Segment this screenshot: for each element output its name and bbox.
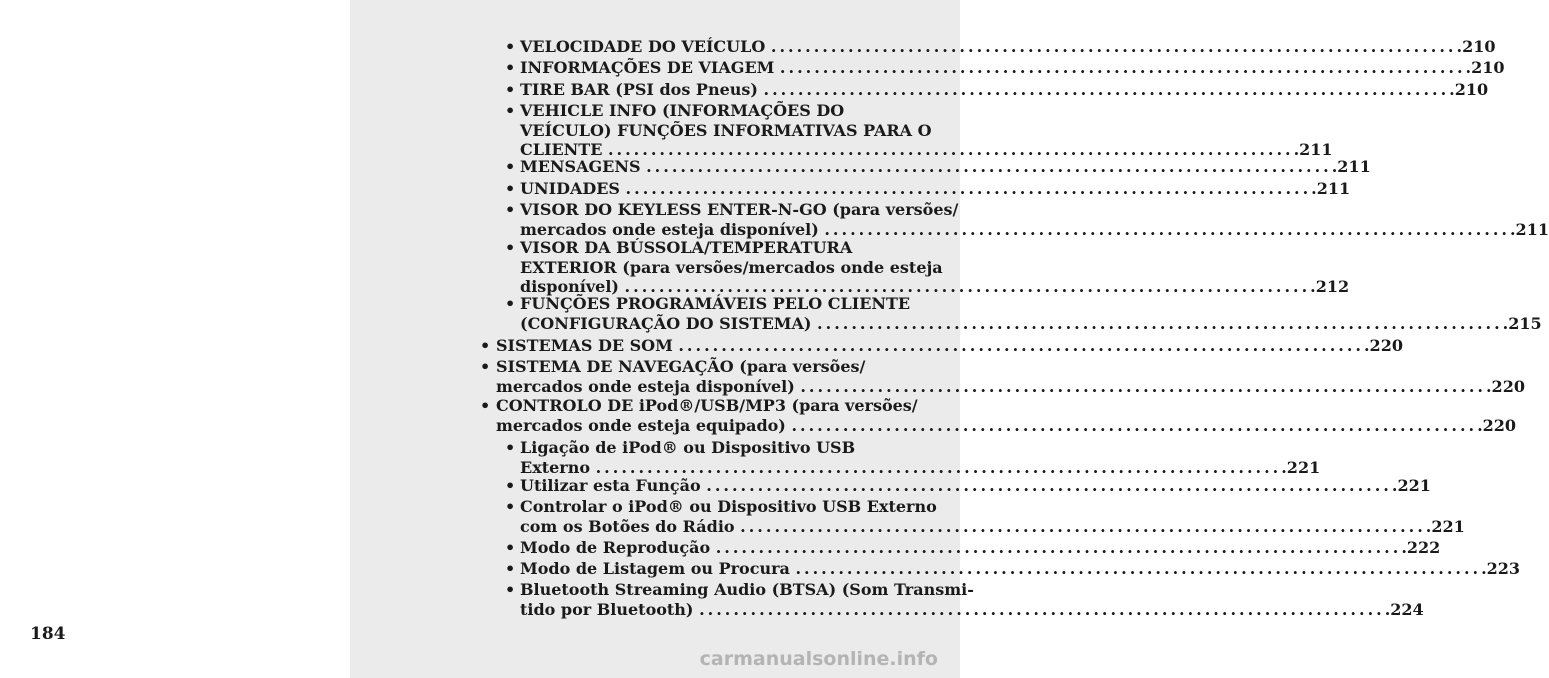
dot-leader: ................................................................................ — [770, 37, 1457, 56]
dot-leader: ................................................................................ — [779, 58, 1466, 77]
toc-entry-text: VELOCIDADE DO VEÍCULO — [520, 37, 771, 56]
toc-entry-text: SISTEMAS DE SOM — [496, 336, 679, 355]
toc-page-ref: .221 — [1391, 476, 1431, 495]
toc-entry-text: TIRE BAR (PSI dos Pneus) — [520, 80, 764, 99]
toc-page-ref: .222 — [1401, 538, 1441, 557]
toc-page-ref: .221 — [1281, 457, 1321, 477]
toc-page-ref: .210 — [1465, 58, 1505, 77]
bullet-icon: • — [505, 58, 516, 77]
toc-entry-text: INFORMAÇÕES DE VIAGEM — [520, 58, 780, 77]
toc-page-ref: .212 — [1310, 277, 1350, 296]
toc-page-ref: .211 — [1293, 140, 1333, 159]
toc-entry-text: SISTEMA DE NAVEGAÇÃO (para versões/ — [496, 357, 866, 376]
bullet-icon: • — [505, 101, 516, 120]
bullet-icon: • — [505, 200, 516, 219]
bullet-icon: • — [480, 357, 491, 376]
toc-entry-text: MENSAGENS — [520, 157, 647, 176]
toc-page-ref: .211 — [1509, 219, 1549, 239]
bullet-icon: • — [505, 497, 516, 516]
dot-leader: ................................................................................ — [800, 376, 1486, 396]
toc-entry-text: Bluetooth Streaming Audio (BTSA) (Som Transmi- — [520, 580, 974, 599]
bullet-icon: • — [480, 336, 491, 355]
toc-page-ref: .210 — [1456, 37, 1496, 56]
watermark: carmanualsonline.info — [699, 648, 938, 670]
toc-entry-text: (CONFIGURAÇÃO DO SISTEMA) — [520, 313, 818, 333]
dot-leader: ................................................................................ — [607, 140, 1294, 159]
toc-entry-text: tido por Bluetooth) — [520, 599, 700, 619]
dot-leader: ................................................................................ — [715, 538, 1402, 557]
dot-leader: ................................................................................ — [824, 219, 1510, 239]
toc-entry-text: CONTROLO DE iPod®/USB/MP3 (para versões/ — [496, 396, 918, 415]
dot-leader: ................................................................................ — [763, 80, 1450, 99]
toc-entry-text: Utilizar esta Função — [520, 476, 707, 495]
dot-leader: ................................................................................ — [624, 277, 1311, 296]
bullet-icon: • — [505, 80, 516, 99]
dot-leader: ................................................................................ — [646, 157, 1332, 176]
toc-page-ref: .211 — [1331, 157, 1371, 176]
toc-entry-text: VEHICLE INFO (INFORMAÇÕES DO — [520, 101, 845, 120]
toc-entry-text: mercados onde esteja disponível) — [520, 219, 825, 239]
dot-leader: ................................................................................ — [595, 457, 1282, 477]
toc-entry-text: EXTERIOR (para versões/mercados onde esteja — [520, 257, 943, 277]
bullet-icon: • — [505, 37, 516, 56]
toc-entry-text: Modo de Listagem ou Procura — [520, 559, 796, 578]
toc-entry-text: UNIDADES — [520, 179, 626, 198]
bullet-icon: • — [480, 396, 491, 415]
toc-entry-text: Controlar o iPod® ou Dispositivo USB Externo — [520, 497, 937, 516]
toc-page-ref: .220 — [1485, 376, 1525, 396]
toc-entry-text: mercados onde esteja disponível) — [496, 376, 801, 396]
toc-entry-text: mercados onde esteja equipado) — [496, 415, 792, 435]
toc-page-ref: .211 — [1311, 179, 1351, 198]
toc-page-ref: .220 — [1363, 336, 1403, 355]
toc-page-ref: .210 — [1449, 80, 1489, 99]
toc-entry-text: disponível) — [520, 277, 625, 296]
dot-leader: ................................................................................ — [625, 179, 1312, 198]
bullet-icon: • — [505, 294, 516, 313]
bullet-icon: • — [505, 580, 516, 599]
toc-page-ref: .215 — [1502, 313, 1542, 333]
dot-leader: ................................................................................ — [791, 415, 1478, 435]
toc-entry-text: CLIENTE — [520, 140, 608, 159]
bullet-icon: • — [505, 238, 516, 257]
toc-entry-text: Externo — [520, 457, 596, 477]
toc-page-ref: .220 — [1477, 415, 1517, 435]
page-number: 184 — [30, 624, 66, 644]
toc-entry-text: Ligação de iPod® ou Dispositivo USB — [520, 438, 856, 457]
toc-page-ref: .221 — [1425, 516, 1465, 536]
dot-leader: ................................................................................ — [678, 336, 1364, 355]
toc-page-ref: .223 — [1481, 559, 1521, 578]
bullet-icon: • — [505, 476, 516, 495]
dot-leader: ................................................................................ — [817, 313, 1503, 333]
bullet-icon: • — [505, 179, 516, 198]
toc-entry-text: FUNÇÕES PROGRAMÁVEIS PELO CLIENTE — [520, 294, 911, 313]
bullet-icon: • — [505, 559, 516, 578]
bullet-icon: • — [505, 157, 516, 176]
dot-leader: ................................................................................ — [740, 516, 1426, 536]
toc-entry-text: VISOR DA BÚSSOLA/TEMPERATURA — [520, 238, 853, 257]
toc-entry-text: Modo de Reprodução — [520, 538, 716, 557]
dot-leader: ................................................................................ — [706, 476, 1392, 495]
bullet-icon: • — [505, 438, 516, 457]
toc-page-ref: .224 — [1384, 599, 1424, 619]
toc-entry-text: com os Botões do Rádio — [520, 516, 741, 536]
dot-leader: ................................................................................ — [795, 559, 1482, 578]
toc-entry-text: VISOR DO KEYLESS ENTER-N-GO (para versões/ — [520, 200, 959, 219]
dot-leader: ................................................................................ — [699, 599, 1385, 619]
toc-entry-text: VEÍCULO) FUNÇÕES INFORMATIVAS PARA O — [520, 120, 932, 140]
bullet-icon: • — [505, 538, 516, 557]
